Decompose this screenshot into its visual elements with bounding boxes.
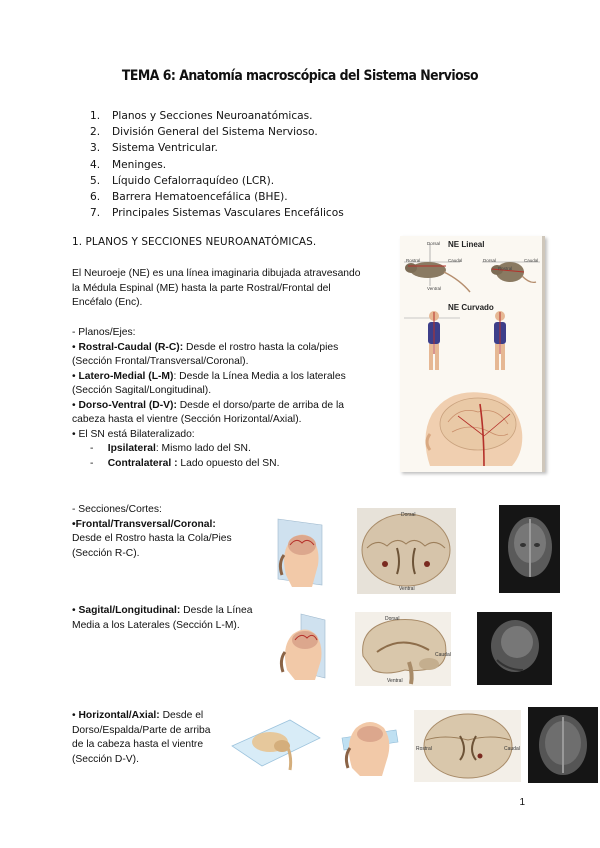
rostral-label: Rostral (416, 746, 432, 752)
neuroaxis-illustration (400, 236, 542, 472)
ventral-label: Ventral (387, 678, 403, 684)
toc-item: 4. Meninges. (90, 158, 167, 171)
page-number: 1 (519, 797, 525, 808)
table-of-contents (90, 108, 344, 221)
page-title: TEMA 6: Anatomía macroscópica del Sistema Nervioso (121, 68, 479, 84)
axial-brainstem-illustration (230, 712, 322, 774)
sagittal-brain-section (355, 612, 451, 686)
toc-item: 6. Barrera Hematoencefálica (BHE). (90, 190, 288, 203)
axial-head-illustration (340, 712, 400, 776)
axial-section-text: • Horizontal/Axial: Desde el Dorso/Espalda/Parte de arriba de la cabeza hasta el vientre (Sección D-V). (72, 710, 211, 765)
axial-brain-section (414, 710, 521, 782)
human-figure-icon (494, 311, 506, 370)
dorsal-label: Dorsal (385, 616, 400, 622)
axial-mri-head (528, 707, 598, 783)
human-figure-icon (404, 311, 460, 370)
coronal-brain-section (357, 508, 456, 594)
sagittal-mri-head (477, 612, 552, 685)
toc-item: 5. Líquido Cefalorraquídeo (LCR). (90, 174, 275, 187)
dorsal-label: Dorsal (401, 512, 416, 518)
planes-list: - Planos/Ejes: • Rostral-Caudal (R-C): Desde el rostro hasta la cola/pies (Sección Frontal/Transversal/Coronal). • Latero-Medial (L-M): Desde la Línea Media a los laterales (Sección Sagital/Longitudinal). • Dorso-Ventral (D-V): Desde el dorso/parte de arriba de la cabeza hasta el vientre (Sección Horizontal/Axial). • El SN está Bilateralizado: - Ipsilateral: Mismo lado del SN. - Contralateral : Lado opuesto del SN. (72, 326, 402, 471)
coronal-head-illustration (272, 515, 324, 589)
coronal-section-text: - Secciones/Cortes: •Frontal/Transversal/Coronal: Desde el Rostro hasta la Cola/Pies (Sección R-C). (72, 504, 232, 559)
toc-item: 1. Planos y Secciones Neuroanatómicas. (90, 110, 313, 122)
toc-item: 7. Principales Sistemas Vasculares Encefálicos (90, 207, 344, 220)
sagittal-section-text: • Sagital/Longitudinal: Desde la Línea Media a los Laterales (Sección L-M). (72, 605, 253, 631)
planes-heading: - Planos/Ejes: (72, 327, 136, 338)
toc-item: 2. División General del Sistema Nervioso. (90, 126, 318, 139)
ventral-label: Ventral (399, 586, 415, 592)
neuroaxis-figure: NE Lineal NE Curvado Dorsal Rostral Caudal Ventral Dorsal Rostral Caudal (400, 236, 545, 472)
ne-curved-label: NE Curvado (448, 303, 494, 312)
ne-linear-label: NE Lineal (448, 240, 485, 249)
sagittal-head-illustration (277, 612, 327, 682)
toc-item: 3. Sistema Ventricular. (90, 142, 218, 155)
coronal-mri-head (499, 505, 560, 593)
rat-icon (404, 244, 470, 292)
head-brain-icon (425, 392, 522, 466)
caudal-label: Caudal (504, 746, 520, 752)
section-heading: 1. PLANOS Y SECCIONES NEUROANATÓMICAS. (72, 236, 317, 248)
intro-paragraph: El Neuroeje (NE) es una línea imaginaria dibujada atravesando la Médula Espinal (ME) hasta la parte Rostral/Frontal del Encéfalo (Enc). (72, 268, 361, 308)
caudal-label: Caudal (435, 652, 451, 658)
